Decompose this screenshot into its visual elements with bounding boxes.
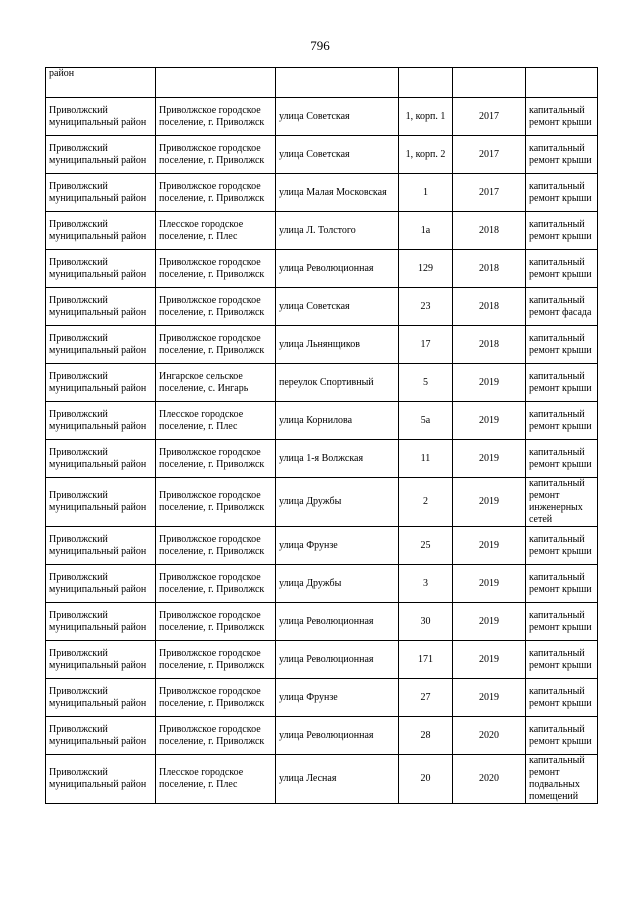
district-cell: Приволжский муниципальный район (46, 641, 156, 679)
district-cell: Приволжский муниципальный район (46, 755, 156, 804)
table-row (46, 288, 598, 326)
settlement-cell: Приволжское городское поселение, г. Приволжск (156, 174, 276, 212)
year-cell: 2019 (453, 364, 526, 402)
work-cell: капитальный ремонт крыши (526, 402, 598, 440)
work-cell: капитальный ремонт крыши (526, 717, 598, 755)
house-cell: 28 (399, 717, 453, 755)
work-cell: капитальный ремонт крыши (526, 565, 598, 603)
street-cell: улица Фрунзе (276, 527, 399, 565)
work-cell: капитальный ремонт крыши (526, 174, 598, 212)
year-cell: 2018 (453, 250, 526, 288)
street-cell: улица Малая Московская (276, 174, 399, 212)
year-cell: 2019 (453, 641, 526, 679)
house-cell: 5а (399, 402, 453, 440)
work-cell (526, 68, 598, 98)
house-cell (399, 68, 453, 98)
district-cell: район (46, 68, 156, 98)
district-cell: Приволжский муниципальный район (46, 402, 156, 440)
table-row (46, 250, 598, 288)
table-row (46, 679, 598, 717)
year-cell: 2020 (453, 755, 526, 804)
street-cell: улица Революционная (276, 603, 399, 641)
year-cell: 2019 (453, 402, 526, 440)
table-row (46, 755, 598, 804)
house-cell: 17 (399, 326, 453, 364)
street-cell: улица Дружбы (276, 478, 399, 527)
year-cell: 2017 (453, 174, 526, 212)
table-row (46, 440, 598, 478)
street-cell: улица Революционная (276, 641, 399, 679)
settlement-cell: Приволжское городское поселение, г. Приволжск (156, 527, 276, 565)
district-cell: Приволжский муниципальный район (46, 136, 156, 174)
district-cell: Приволжский муниципальный район (46, 288, 156, 326)
district-cell: Приволжский муниципальный район (46, 250, 156, 288)
work-cell: капитальный ремонт крыши (526, 603, 598, 641)
year-cell: 2019 (453, 679, 526, 717)
district-cell: Приволжский муниципальный район (46, 603, 156, 641)
house-cell: 1а (399, 212, 453, 250)
house-cell: 1 (399, 174, 453, 212)
house-cell: 23 (399, 288, 453, 326)
work-cell: капитальный ремонт крыши (526, 98, 598, 136)
year-cell: 2019 (453, 478, 526, 527)
year-cell: 2019 (453, 603, 526, 641)
work-cell: капитальный ремонт крыши (526, 326, 598, 364)
table-row (46, 603, 598, 641)
street-cell: улица Советская (276, 288, 399, 326)
house-cell: 20 (399, 755, 453, 804)
work-cell: капитальный ремонт крыши (526, 212, 598, 250)
settlement-cell: Плесское городское поселение, г. Плес (156, 402, 276, 440)
year-cell: 2019 (453, 565, 526, 603)
year-cell: 2017 (453, 98, 526, 136)
settlement-cell: Приволжское городское поселение, г. Приволжск (156, 565, 276, 603)
settlement-cell (156, 68, 276, 98)
table-row (46, 326, 598, 364)
district-cell: Приволжский муниципальный район (46, 478, 156, 527)
settlement-cell: Приволжское городское поселение, г. Приволжск (156, 603, 276, 641)
work-cell: капитальный ремонт крыши (526, 136, 598, 174)
settlement-cell: Приволжское городское поселение, г. Приволжск (156, 478, 276, 527)
year-cell: 2017 (453, 136, 526, 174)
table-row (46, 364, 598, 402)
settlement-cell: Приволжское городское поселение, г. Приволжск (156, 98, 276, 136)
house-cell: 1, корп. 2 (399, 136, 453, 174)
settlement-cell: Приволжское городское поселение, г. Приволжск (156, 136, 276, 174)
settlement-cell: Приволжское городское поселение, г. Приволжск (156, 326, 276, 364)
house-cell: 30 (399, 603, 453, 641)
table-row (46, 402, 598, 440)
district-cell: Приволжский муниципальный район (46, 326, 156, 364)
table-row (46, 565, 598, 603)
work-cell: капитальный ремонт крыши (526, 641, 598, 679)
table-row (46, 717, 598, 755)
house-cell: 27 (399, 679, 453, 717)
page-number: 796 (310, 38, 330, 53)
table-row (46, 212, 598, 250)
year-cell: 2019 (453, 527, 526, 565)
table-row (46, 527, 598, 565)
year-cell: 2018 (453, 212, 526, 250)
year-cell: 2019 (453, 440, 526, 478)
work-cell: капитальный ремонт инженерных сетей (526, 478, 598, 527)
settlement-cell: Приволжское городское поселение, г. Приволжск (156, 641, 276, 679)
settlement-cell: Приволжское городское поселение, г. Приволжск (156, 288, 276, 326)
house-cell: 5 (399, 364, 453, 402)
district-cell: Приволжский муниципальный район (46, 98, 156, 136)
house-cell: 129 (399, 250, 453, 288)
district-cell: Приволжский муниципальный район (46, 527, 156, 565)
settlement-cell: Приволжское городское поселение, г. Приволжск (156, 440, 276, 478)
street-cell: улица Лесная (276, 755, 399, 804)
district-cell: Приволжский муниципальный район (46, 679, 156, 717)
house-cell: 11 (399, 440, 453, 478)
street-cell: улица Л. Толстого (276, 212, 399, 250)
district-cell: Приволжский муниципальный район (46, 565, 156, 603)
settlement-cell: Приволжское городское поселение, г. Приволжск (156, 679, 276, 717)
street-cell: улица Советская (276, 98, 399, 136)
house-cell: 3 (399, 565, 453, 603)
district-cell: Приволжский муниципальный район (46, 717, 156, 755)
district-cell: Приволжский муниципальный район (46, 440, 156, 478)
work-cell: капитальный ремонт крыши (526, 440, 598, 478)
settlement-cell: Ингарское сельское поселение, с. Ингарь (156, 364, 276, 402)
work-cell: капитальный ремонт крыши (526, 250, 598, 288)
year-cell: 2018 (453, 288, 526, 326)
house-cell: 2 (399, 478, 453, 527)
year-cell: 2020 (453, 717, 526, 755)
work-cell: капитальный ремонт крыши (526, 679, 598, 717)
table-row (46, 174, 598, 212)
settlement-cell: Приволжское городское поселение, г. Приволжск (156, 250, 276, 288)
settlement-cell: Плесское городское поселение, г. Плес (156, 755, 276, 804)
table-row (46, 136, 598, 174)
street-cell: улица Льнянщиков (276, 326, 399, 364)
street-cell: улица Революционная (276, 250, 399, 288)
street-cell: улица Корнилова (276, 402, 399, 440)
settlement-cell: Приволжское городское поселение, г. Приволжск (156, 717, 276, 755)
work-cell: капитальный ремонт крыши (526, 527, 598, 565)
house-cell: 1, корп. 1 (399, 98, 453, 136)
work-cell: капитальный ремонт крыши (526, 364, 598, 402)
settlement-cell: Плесское городское поселение, г. Плес (156, 212, 276, 250)
street-cell: улица Фрунзе (276, 679, 399, 717)
street-cell: улица Советская (276, 136, 399, 174)
work-cell: капитальный ремонт фасада (526, 288, 598, 326)
year-cell (453, 68, 526, 98)
table-row (46, 68, 598, 98)
work-cell: капитальный ремонт подвальных помещений (526, 755, 598, 804)
house-cell: 171 (399, 641, 453, 679)
district-cell: Приволжский муниципальный район (46, 212, 156, 250)
street-cell: улица Революционная (276, 717, 399, 755)
street-cell: переулок Спортивный (276, 364, 399, 402)
table-row (46, 641, 598, 679)
year-cell: 2018 (453, 326, 526, 364)
house-cell: 25 (399, 527, 453, 565)
district-cell: Приволжский муниципальный район (46, 364, 156, 402)
district-cell: Приволжский муниципальный район (46, 174, 156, 212)
street-cell: улица 1-я Волжская (276, 440, 399, 478)
housing-repair-table (45, 67, 598, 804)
table-row (46, 98, 598, 136)
street-cell (276, 68, 399, 98)
table-row (46, 478, 598, 527)
street-cell: улица Дружбы (276, 565, 399, 603)
